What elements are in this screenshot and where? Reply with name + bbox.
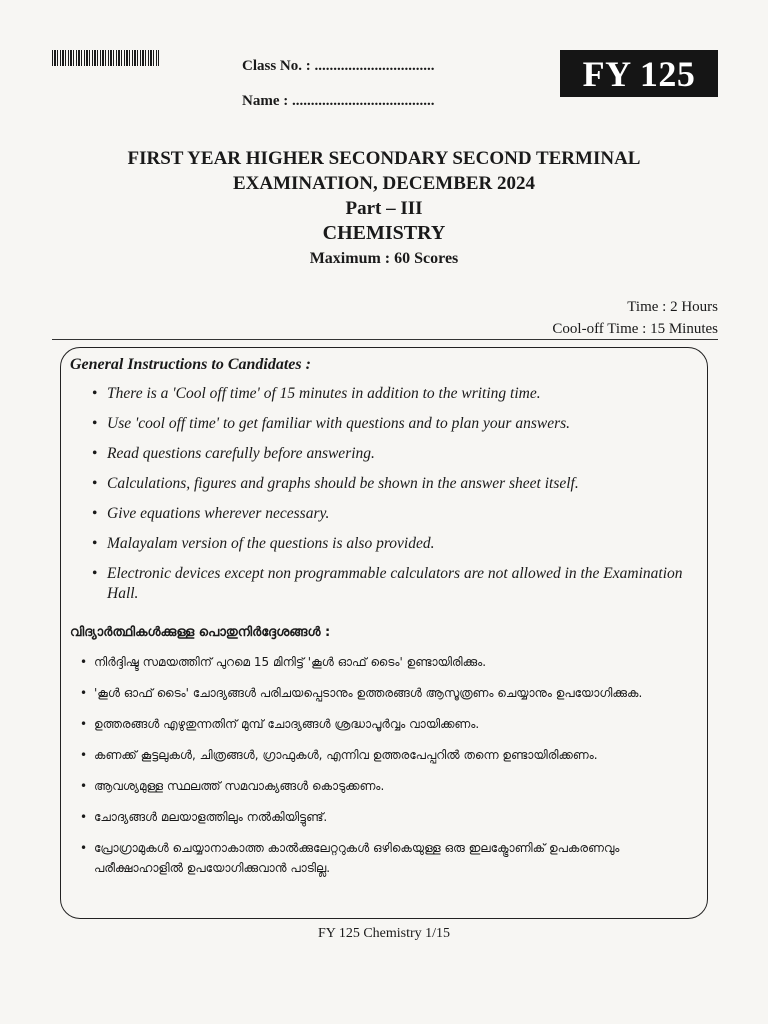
malayalam-instruction-item: • നിർദ്ദിഷ്ട സമയത്തിന് പുറമെ 15 മിനിട്ട് 'കൂൾ ഓഫ് ടൈം' ഉണ്ടായിരിക്കും. bbox=[80, 652, 700, 672]
class-no-field: Class No. : ................................ bbox=[242, 58, 435, 74]
maximum-scores: Maximum : 60 Scores bbox=[309, 250, 459, 267]
name-field: Name : ...................................... bbox=[242, 93, 435, 109]
exam-part: Part – III bbox=[345, 198, 423, 219]
time-duration: Time : 2 Hours bbox=[627, 299, 718, 315]
exam-title-line1: FIRST YEAR HIGHER SECONDARY SECOND TERMINAL bbox=[127, 148, 641, 169]
instruction-item: • Use 'cool off time' to get familiar with questions and to plan your answers. bbox=[92, 414, 692, 434]
instructions-list bbox=[92, 384, 692, 614]
malayalam-instruction-item: • 'കൂൾ ഓഫ് ടൈം' ചോദ്യങ്ങൾ പരിചയപ്പെടാനും ഉത്തരങ്ങൾ ആസൂത്രണം ചെയ്യാനും ഉപയോഗിക്കുക. bbox=[80, 683, 700, 703]
malayalam-instruction-item: • ചോദ്യങ്ങൾ മലയാളത്തിലും നൽകിയിട്ടുണ്ട്. bbox=[80, 807, 700, 827]
instruction-item: • Calculations, figures and graphs should be shown in the answer sheet itself. bbox=[92, 474, 692, 494]
instruction-item: • There is a 'Cool off time' of 15 minutes in addition to the writing time. bbox=[92, 384, 692, 404]
malayalam-instructions-heading: വിദ്യാർത്ഥികൾക്കുള്ള പൊതുനിർദ്ദേശങ്ങൾ : bbox=[70, 625, 331, 640]
exam-subject: CHEMISTRY bbox=[322, 222, 446, 244]
exam-title-line2: EXAMINATION, DECEMBER 2024 bbox=[232, 173, 536, 194]
instruction-item: • Electronic devices except non programmable calculators are not allowed in the Examination Hall. bbox=[92, 564, 692, 604]
barcode bbox=[52, 50, 159, 66]
malayalam-instructions-list bbox=[80, 652, 700, 878]
page-footer: FY 125 Chemistry 1/15 bbox=[317, 926, 451, 941]
malayalam-instruction-item: • പ്രോഗ്രാമുകൾ ചെയ്യാനാകാത്ത കാൽക്കുലേറ്ററുകൾ ഒഴികെയുള്ള ഒരു ഇലക്ട്രോണിക് ഉപകരണവും പരീക്ഷാഹാളിൽ ഉപയോഗിക്കുവാൻ പാടില്ല. bbox=[80, 838, 700, 878]
paper-code-badge: FY 125 bbox=[560, 50, 718, 97]
cool-off-time: Cool-off Time : 15 Minutes bbox=[552, 321, 718, 337]
instruction-item: • Give equations wherever necessary. bbox=[92, 504, 692, 524]
divider bbox=[52, 339, 718, 340]
exam-titles bbox=[0, 146, 768, 271]
malayalam-instruction-item: • കണക്ക് കൂട്ടലുകൾ, ചിത്രങ്ങൾ, ഗ്രാഫുകൾ, എന്നിവ ഉത്തരപേപ്പറിൽ തന്നെ ഉണ്ടായിരിക്കണം. bbox=[80, 745, 700, 765]
time-info bbox=[552, 296, 718, 340]
instruction-item: • Read questions carefully before answering. bbox=[92, 444, 692, 464]
malayalam-instruction-item: • ഉത്തരങ്ങൾ എഴുതുന്നതിന് മുമ്പ് ചോദ്യങ്ങൾ ശ്രദ്ധാപൂർവ്വം വായിക്കണം. bbox=[80, 714, 700, 734]
instructions-heading: General Instructions to Candidates : bbox=[70, 356, 311, 373]
malayalam-instruction-item: • ആവശ്യമുള്ള സ്ഥലത്ത് സമവാക്യങ്ങൾ കൊടുക്കണം. bbox=[80, 776, 700, 796]
instruction-item: • Malayalam version of the questions is also provided. bbox=[92, 534, 692, 554]
